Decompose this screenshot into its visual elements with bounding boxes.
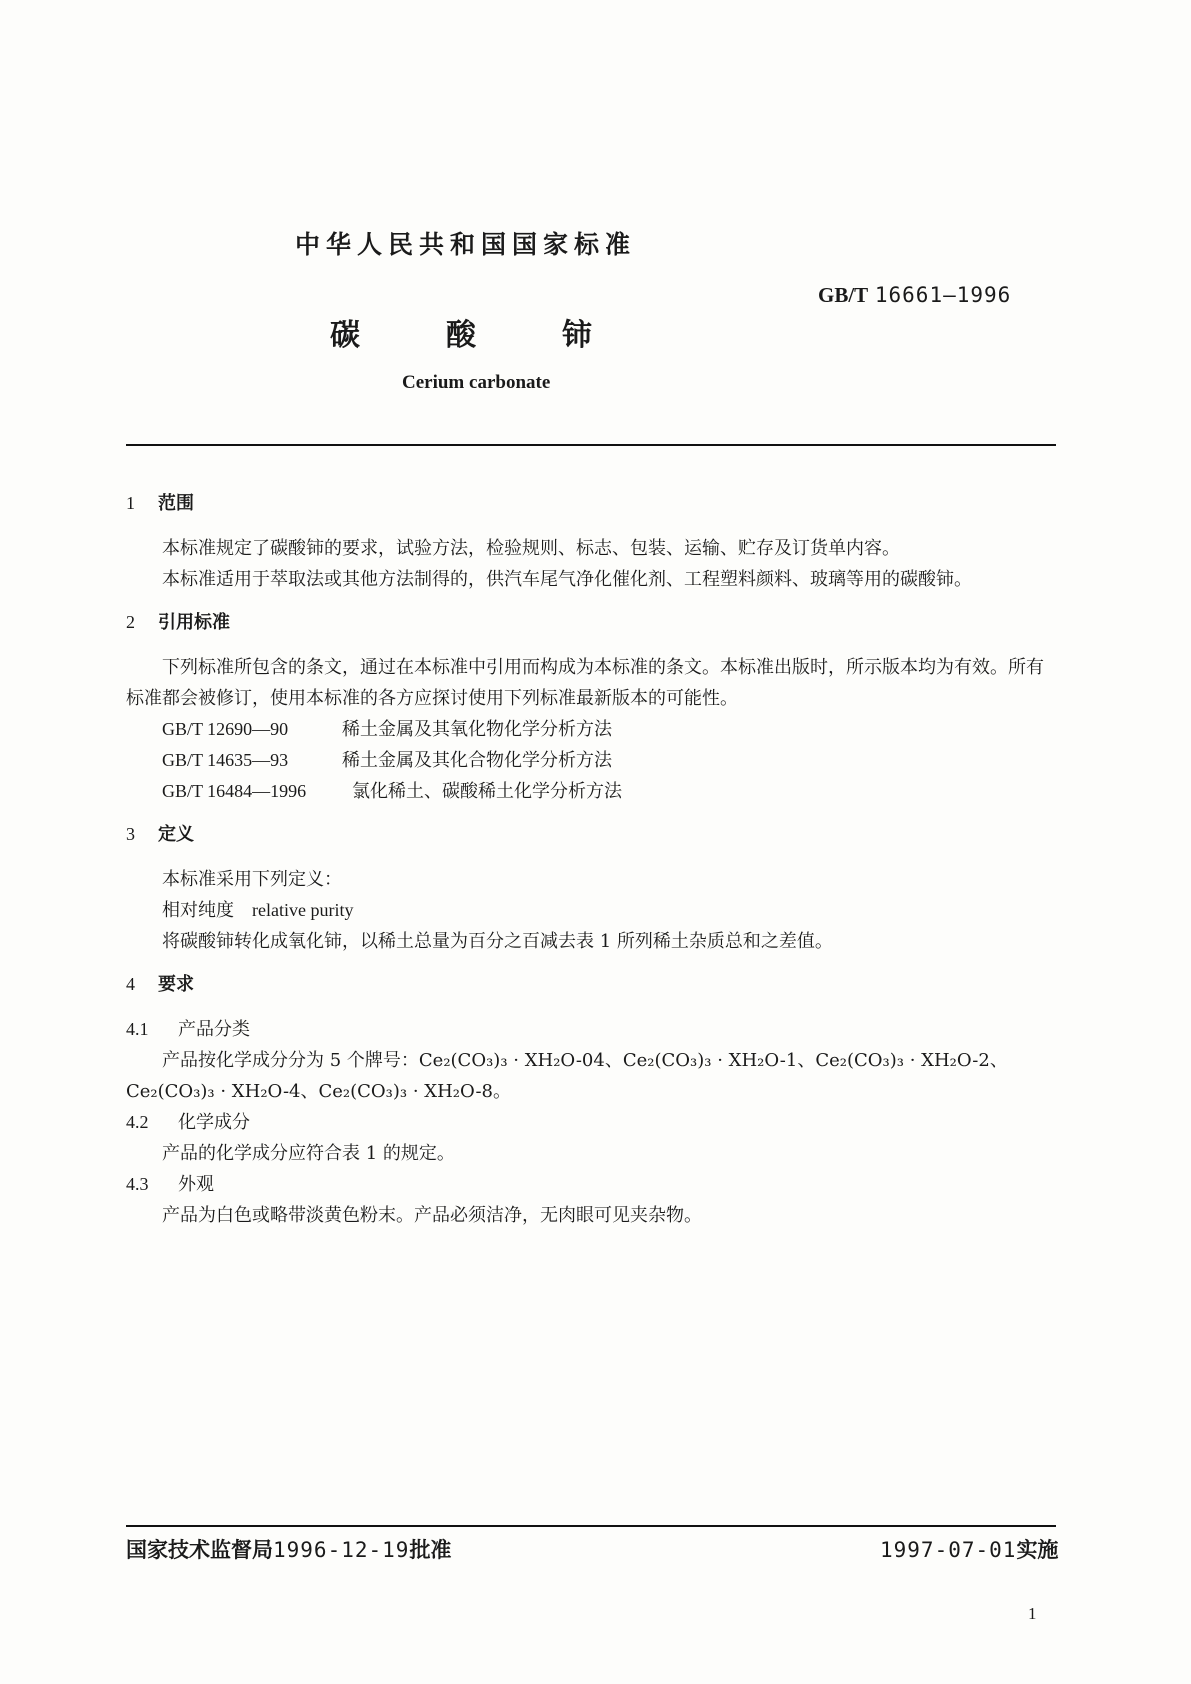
document-body [126, 488, 1056, 1231]
approval-line [126, 1534, 451, 1564]
section-1-heading: 1 范围 [126, 493, 194, 514]
standard-code: 16661—1996 [874, 283, 1012, 307]
section-2-heading: 2 引用标准 [126, 612, 230, 633]
subsection-4-2-heading: 4.2 化学成分 [126, 1112, 250, 1133]
reference-item: GB/T 14635—93 稀土金属及其化合物化学分析方法 [162, 750, 612, 771]
definition-intro: 本标准采用下列定义： [162, 869, 342, 890]
national-standard-heading: 中华人民共和国国家标准 [295, 230, 637, 259]
section-1-paragraph-2: 本标准适用于萃取法或其他方法制得的，供汽车尾气净化催化剂、工程塑料颜料、玻璃等用的碳酸铈。 [162, 569, 972, 590]
approval-date: 1996-12-19 [273, 1538, 410, 1562]
section-1-paragraph-1: 本标准规定了碳酸铈的要求，试验方法，检验规则、标志、包装、运输、贮存及订货单内容。 [162, 538, 900, 559]
header-divider [126, 444, 1056, 446]
reference-item: GB/T 12690—90 稀土金属及其氧化物化学分析方法 [162, 719, 612, 740]
issuer: 国家技术监督局 [126, 1538, 273, 1562]
section-4-heading: 4 要求 [126, 974, 194, 995]
definition-text: 将碳酸铈转化成氧化铈，以稀土总量为百分之百减去表 1 所列稀土杂质总和之差值。 [162, 931, 833, 952]
implementation-label: 实施 [1016, 1538, 1059, 1562]
subsection-4-2-text: 产品的化学成分应符合表 1 的规定。 [162, 1143, 455, 1164]
standard-number [818, 283, 1011, 308]
approval-label: 批准 [409, 1538, 452, 1562]
reference-item: GB/T 16484—1996 氯化稀土、碳酸稀土化学分析方法 [162, 781, 622, 802]
subsection-4-3-text: 产品为白色或略带淡黄色粉末。产品必须洁净，无肉眼可见夹杂物。 [162, 1205, 702, 1226]
standard-prefix: GB/T [818, 283, 869, 307]
definition-term: 相对纯度 relative purity [162, 900, 354, 921]
implementation-line [880, 1534, 1058, 1564]
subsection-4-1-heading: 4.1 产品分类 [126, 1019, 250, 1040]
document-title-en: Cerium carbonate [402, 372, 551, 393]
implementation-date: 1997-07-01 [880, 1538, 1017, 1562]
section-2-paragraph: 下列标准所包含的条文，通过在本标准中引用而构成为本标准的条文。本标准出版时，所示版本均为有效。所有标准都会被修订，使用本标准的各方应探讨使用下列标准最新版本的可能性。 [126, 657, 1044, 709]
document-title-cn: 碳酸铈 [330, 318, 678, 353]
section-3-heading: 3 定义 [126, 824, 194, 845]
subsection-4-3-heading: 4.3 外观 [126, 1174, 214, 1195]
page-number: 1 [1028, 1604, 1037, 1623]
footer-divider [126, 1525, 1056, 1527]
subsection-4-1-text: 产品按化学成分分为 5 个牌号：Ce₂(CO₃)₃ · XH₂O-04、Ce₂(CO₃)₃ · XH₂O-1、Ce₂(CO₃)₃ · XH₂O-2、Ce₂(CO₃)₃ · XH₂O-4、Ce₂(CO₃)₃ · XH₂O-8。 [126, 1050, 1008, 1102]
